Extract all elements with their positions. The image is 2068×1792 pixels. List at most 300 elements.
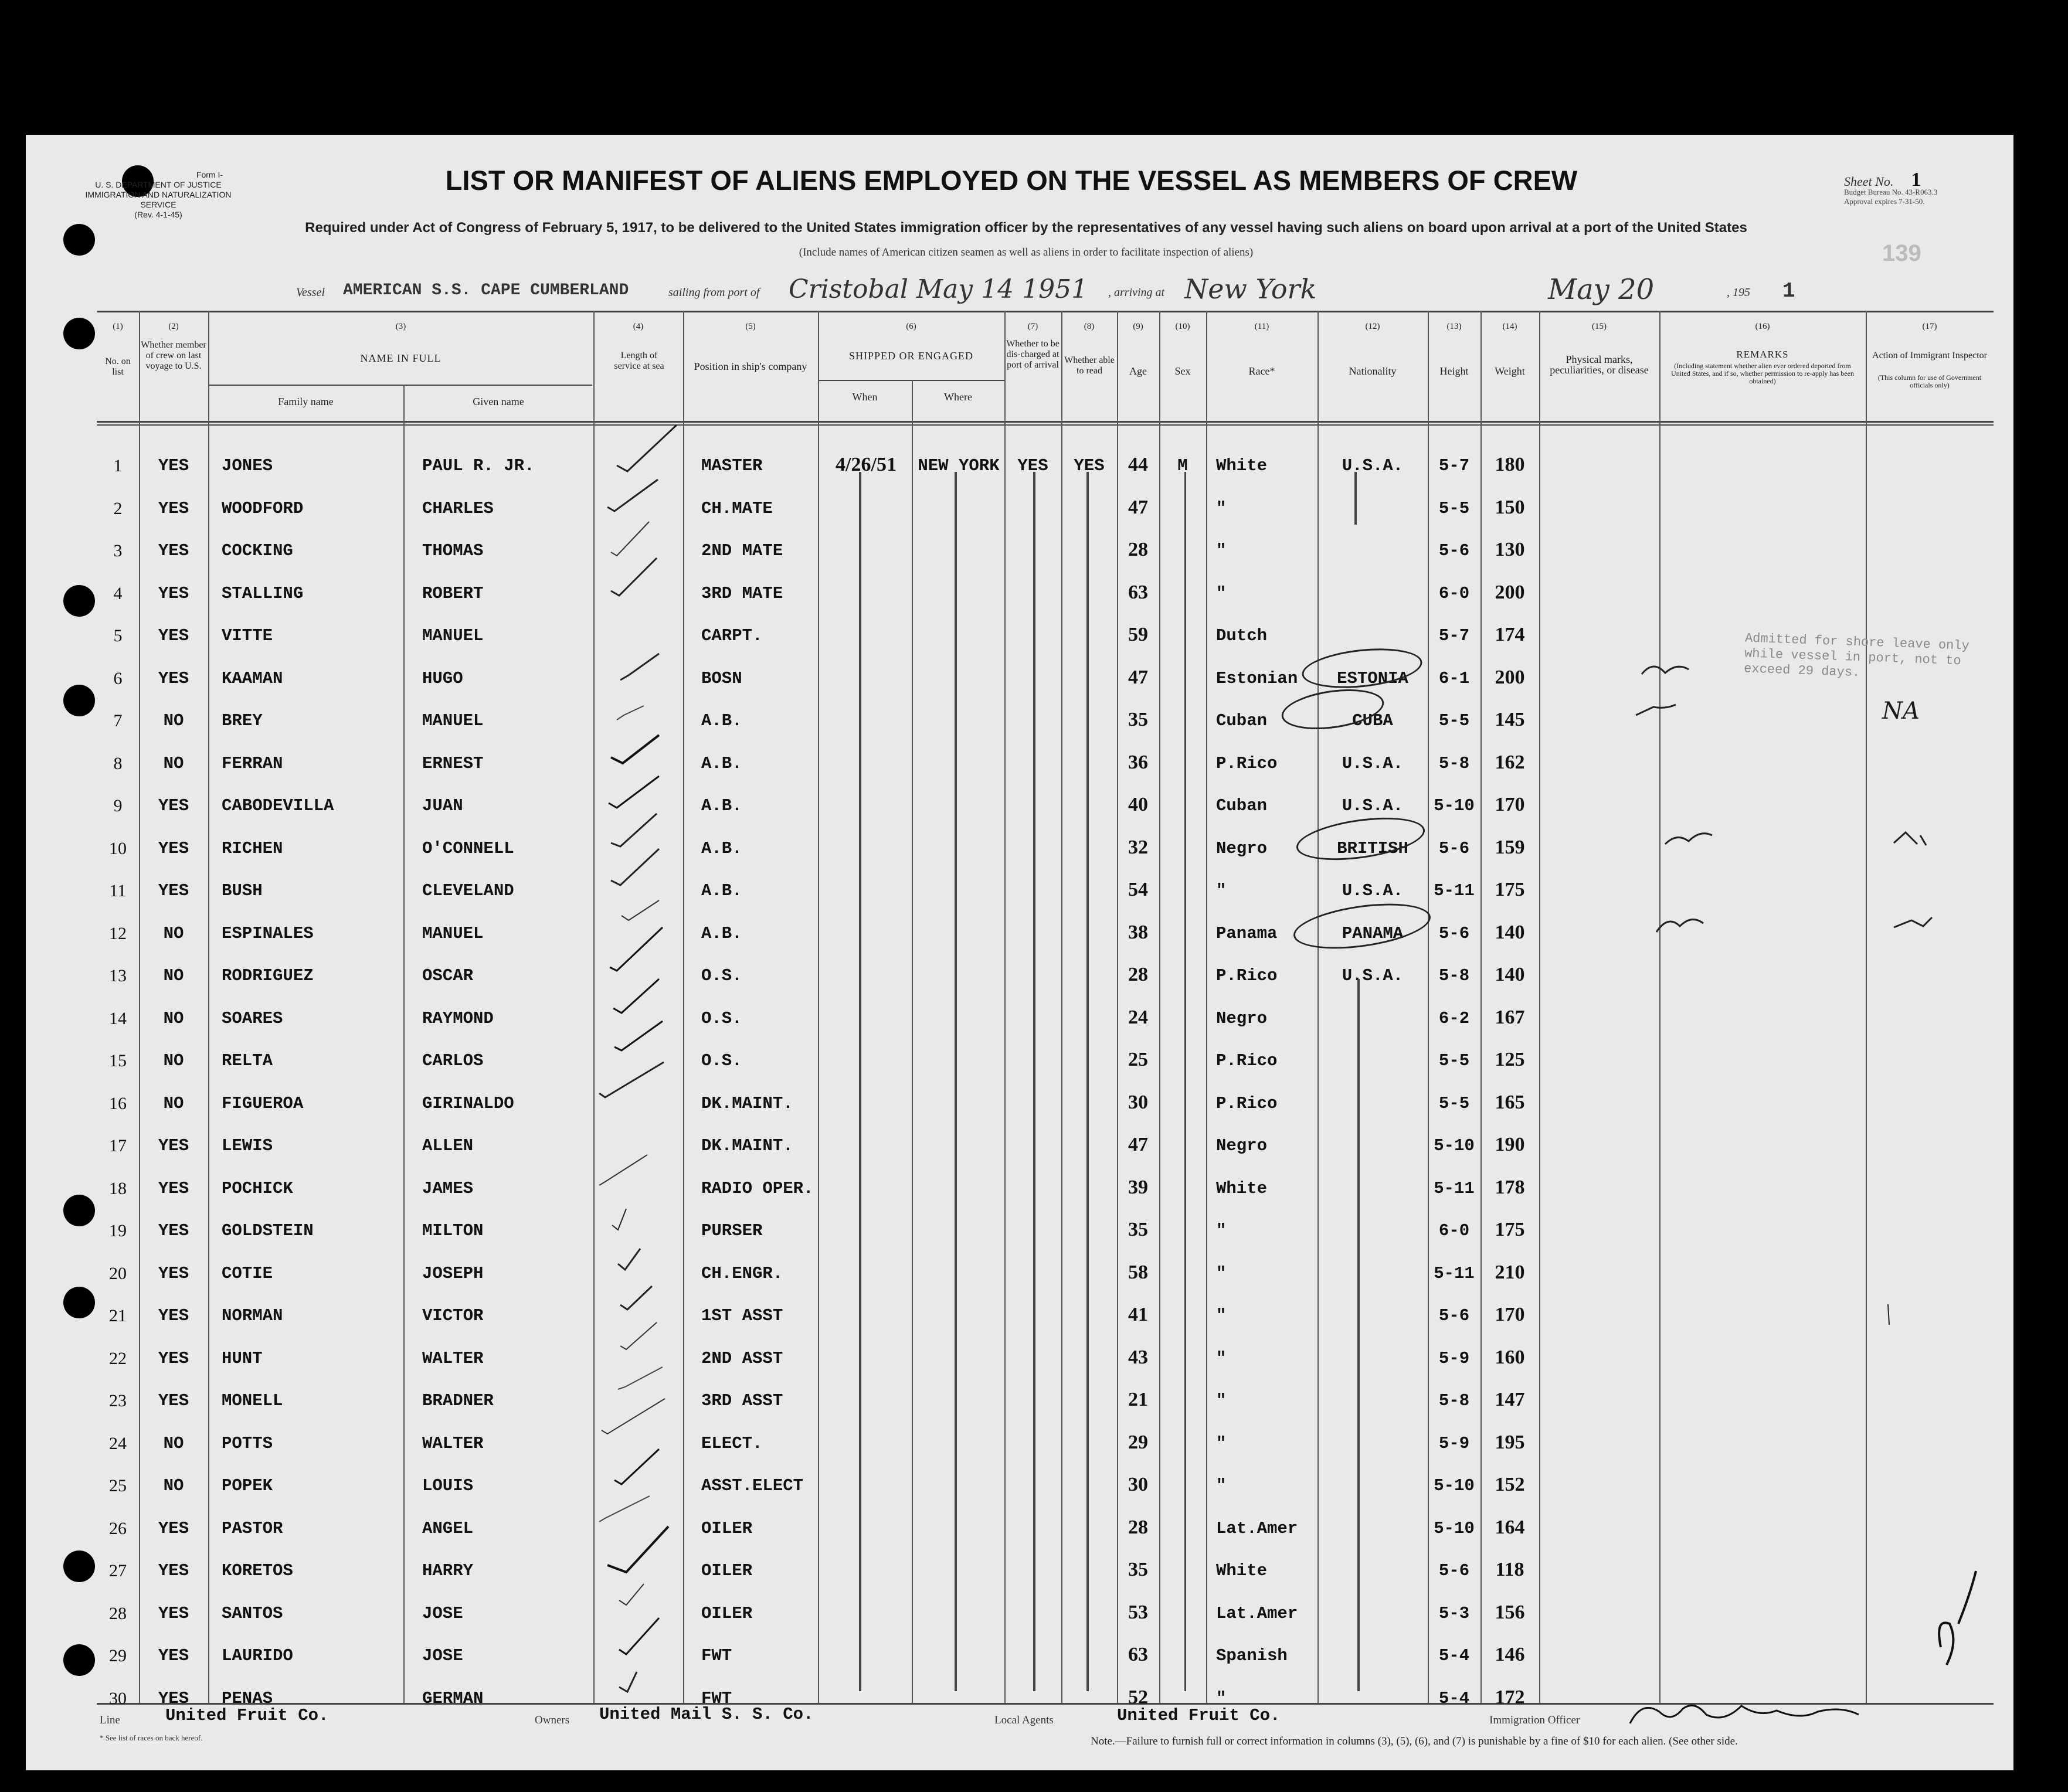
- cell-position: FWT: [701, 1646, 732, 1665]
- cell-family: VITTE: [222, 626, 273, 645]
- arrival-date: May 20: [1548, 273, 1655, 306]
- col12-number: (12): [1365, 322, 1380, 331]
- cell-no: 30: [109, 1688, 127, 1708]
- year-prefix: , 195: [1727, 286, 1750, 299]
- cell-given: GERMAN: [422, 1688, 484, 1708]
- col7-number: (7): [1027, 322, 1038, 331]
- cell-age: 63: [1128, 581, 1148, 603]
- table-top-rule: [97, 311, 1994, 312]
- cell-no: 11: [109, 881, 127, 900]
- cell-height: 5-5: [1438, 711, 1470, 730]
- cell-height: 5-6: [1438, 1561, 1470, 1580]
- cell-no: 5: [113, 626, 123, 645]
- cell-age: 30: [1128, 1474, 1148, 1495]
- cell-height: 5-10: [1434, 1476, 1475, 1495]
- cell-age: 47: [1128, 666, 1148, 688]
- cell-position: 1ST ASST: [701, 1306, 783, 1325]
- cell-age: 32: [1128, 836, 1148, 858]
- col5-header: Position in ship's company: [694, 361, 807, 372]
- line-value: United Fruit Co.: [165, 1706, 329, 1725]
- cell-race: Negro: [1216, 1008, 1268, 1028]
- col10-header: Sex: [1174, 365, 1191, 377]
- col-divider: [403, 385, 405, 1703]
- col3-number: (3): [395, 322, 406, 331]
- cell-weight: 200: [1495, 581, 1525, 603]
- cell-nationality: CUBA: [1352, 711, 1393, 730]
- cell-height: 5-8: [1438, 1391, 1470, 1410]
- col8-number: (8): [1084, 322, 1095, 331]
- punch-hole: [63, 1287, 95, 1318]
- col-divider: [1206, 311, 1207, 1703]
- cell-family: GOLDSTEIN: [222, 1221, 314, 1240]
- col4-number: (4): [633, 322, 644, 331]
- cell-position: 2ND MATE: [701, 541, 783, 560]
- cell-position: OILER: [701, 1603, 753, 1623]
- cell-age: 21: [1128, 1389, 1148, 1410]
- cell-height: 5-10: [1434, 796, 1475, 815]
- cell-position: A.B.: [701, 753, 742, 773]
- cell-height: 5-6: [1438, 838, 1470, 858]
- cell-given: JOSEPH: [422, 1263, 484, 1283]
- cell-race: ": [1216, 1263, 1227, 1283]
- officer-signature: [1624, 1694, 1870, 1735]
- cell-given: CHARLES: [422, 498, 494, 518]
- cell-family: JONES: [222, 456, 273, 475]
- cell-weight: 130: [1495, 539, 1525, 560]
- cell-family: RICHEN: [222, 838, 283, 858]
- cell-race: ": [1216, 1391, 1227, 1410]
- col6b-header: Where: [944, 391, 972, 403]
- cell-height: 5-9: [1438, 1433, 1470, 1453]
- cell-family: POPEK: [222, 1476, 273, 1495]
- sheet-label: Sheet No.: [1844, 174, 1894, 189]
- col3-header: NAME IN FULL: [360, 352, 442, 364]
- col14-header: Weight: [1495, 365, 1525, 377]
- cell-prev: NO: [163, 1476, 184, 1495]
- punch-hole: [63, 1195, 95, 1226]
- cell-weight: 159: [1495, 836, 1525, 858]
- cell-position: DK.MAINT.: [701, 1136, 793, 1155]
- inspector-mark: NA: [1882, 698, 1920, 725]
- cell-family: SANTOS: [222, 1603, 283, 1623]
- cell-position: A.B.: [701, 881, 742, 900]
- cell-weight: 174: [1495, 624, 1525, 645]
- cell-given: THOMAS: [422, 541, 484, 560]
- cell-prev: YES: [158, 1561, 189, 1580]
- cell-age: 36: [1128, 751, 1148, 773]
- cell-race: ": [1216, 1221, 1227, 1240]
- ditto-line: [1086, 472, 1089, 1691]
- cell-no: 29: [109, 1646, 127, 1665]
- cell-height: 5-11: [1434, 881, 1475, 900]
- col10-number: (10): [1175, 322, 1190, 331]
- cell-age: 40: [1128, 794, 1148, 815]
- ditto-line: [1357, 979, 1360, 1691]
- cell-no: 19: [109, 1221, 127, 1240]
- cell-weight: 195: [1495, 1431, 1525, 1453]
- cell-height: 5-11: [1434, 1263, 1475, 1283]
- punch-hole: [63, 585, 95, 617]
- cell-no: 27: [109, 1561, 127, 1580]
- cell-weight: 145: [1495, 709, 1525, 730]
- cell-weight: 125: [1495, 1049, 1525, 1070]
- cell-age: 35: [1128, 1559, 1148, 1580]
- cell-race: White: [1216, 1178, 1268, 1198]
- cell-prev: YES: [158, 1391, 189, 1410]
- cell-race: P.Rico: [1216, 1051, 1278, 1070]
- footnote: * See list of races on back hereof.: [100, 1733, 203, 1742]
- cell-position: O.S.: [701, 966, 742, 985]
- cell-age: 53: [1128, 1601, 1148, 1623]
- cell-nationality: U.S.A.: [1342, 966, 1404, 985]
- cell-no: 28: [109, 1603, 127, 1623]
- cell-no: 21: [109, 1306, 127, 1325]
- document-title: LIST OR MANIFEST OF ALIENS EMPLOYED ON THE VESSEL AS MEMBERS OF CREW: [445, 165, 1578, 196]
- cell-height: 5-7: [1438, 456, 1470, 475]
- approval-expiry: Approval expires 7-31-50.: [1844, 197, 1925, 206]
- cell-given: ROBERT: [422, 583, 484, 603]
- cell-prev: NO: [163, 1051, 184, 1070]
- col5-number: (5): [745, 322, 756, 331]
- col9-header: Age: [1129, 365, 1147, 377]
- year-digit: 1: [1782, 279, 1795, 303]
- cell-no: 12: [109, 923, 127, 943]
- page-stamp: 139: [1882, 240, 1921, 266]
- cell-height: 5-8: [1438, 753, 1470, 773]
- ditto-line: [1184, 472, 1186, 1691]
- cell-weight: 170: [1495, 794, 1525, 815]
- col17-subheader: (This column for use of Government officials only): [1877, 373, 1982, 389]
- cell-weight: 156: [1495, 1601, 1525, 1623]
- punch-hole: [63, 1550, 95, 1582]
- cell-no: 16: [109, 1093, 127, 1113]
- cell-given: CLEVELAND: [422, 881, 514, 900]
- cell-no: 14: [109, 1008, 127, 1028]
- cell-race: ": [1216, 1348, 1227, 1368]
- ditto-line: [1033, 472, 1035, 1691]
- cell-height: 5-4: [1438, 1688, 1470, 1708]
- col-divider: [139, 311, 140, 1703]
- cell-prev: NO: [163, 1093, 184, 1113]
- line-label: Line: [100, 1714, 120, 1726]
- cell-no: 15: [109, 1051, 127, 1070]
- cell-race: Dutch: [1216, 626, 1268, 645]
- col15-number: (15): [1592, 322, 1607, 331]
- service: IMMIGRATION AND NATURALIZATION SERVICE: [85, 190, 232, 209]
- cell-family: STALLING: [222, 583, 304, 603]
- ditto-line: [859, 472, 861, 1691]
- cell-age: 28: [1128, 1516, 1148, 1538]
- cell-race: P.Rico: [1216, 753, 1278, 773]
- vessel-name: AMERICAN S.S. CAPE CUMBERLAND: [343, 281, 629, 300]
- col4-header: Length of service at sea: [614, 351, 664, 371]
- col1-header: No. on list: [105, 356, 131, 377]
- cell-age: 29: [1128, 1431, 1148, 1453]
- cell-weight: 210: [1495, 1261, 1525, 1283]
- cell-height: 6-2: [1438, 1008, 1470, 1028]
- col-divider: [1539, 311, 1540, 1703]
- col-divider: [912, 380, 913, 1703]
- cell-position: FWT: [701, 1688, 732, 1708]
- cell-prev: YES: [158, 626, 189, 645]
- cell-given: VICTOR: [422, 1306, 484, 1325]
- cell-when: 4/26/51: [836, 454, 897, 475]
- cell-position: 3RD MATE: [701, 583, 783, 603]
- cell-position: CARPT.: [701, 626, 763, 645]
- voyage-line: [0, 273, 2068, 311]
- owners-value: United Mail S. S. Co.: [599, 1705, 814, 1724]
- cell-age: 35: [1128, 709, 1148, 730]
- cell-prev: YES: [158, 1136, 189, 1155]
- col14-number: (14): [1502, 322, 1517, 331]
- cell-height: 5-8: [1438, 966, 1470, 985]
- cell-read: YES: [1074, 456, 1105, 475]
- cell-family: POTTS: [222, 1433, 273, 1453]
- cell-given: JOSE: [422, 1603, 463, 1623]
- col-divider: [1061, 311, 1062, 1703]
- cell-nationality: ESTONIA: [1337, 668, 1408, 688]
- cell-position: ASST.ELECT: [701, 1476, 804, 1495]
- cell-no: 25: [109, 1476, 127, 1495]
- col13-number: (13): [1446, 322, 1462, 331]
- cell-weight: 140: [1495, 921, 1525, 943]
- cell-given: MANUEL: [422, 923, 484, 943]
- cell-given: PAUL R. JR.: [422, 456, 535, 475]
- cell-race: White: [1216, 456, 1268, 475]
- cell-position: MASTER: [701, 456, 763, 475]
- cell-family: LEWIS: [222, 1136, 273, 1155]
- cell-age: 52: [1128, 1686, 1148, 1708]
- cell-position: ELECT.: [701, 1433, 763, 1453]
- cell-weight: 118: [1495, 1559, 1524, 1580]
- cell-position: CH.MATE: [701, 498, 773, 518]
- cell-given: LOUIS: [422, 1476, 474, 1495]
- cell-prev: YES: [158, 583, 189, 603]
- cell-prev: YES: [158, 1178, 189, 1198]
- punch-hole: [63, 1644, 95, 1676]
- cell-given: ERNEST: [422, 753, 484, 773]
- cell-where: NEW YORK: [918, 456, 1000, 475]
- cell-height: 5-6: [1438, 1306, 1470, 1325]
- cell-prev: YES: [158, 456, 189, 475]
- cell-prev: YES: [158, 1603, 189, 1623]
- cell-age: 44: [1128, 454, 1148, 475]
- cell-race: ": [1216, 1476, 1227, 1495]
- col11-header: Race*: [1248, 365, 1275, 377]
- cell-family: HUNT: [222, 1348, 263, 1368]
- cell-age: 25: [1128, 1049, 1148, 1070]
- cell-position: OILER: [701, 1518, 753, 1538]
- budget-number: Budget Bureau No. 43-R063.3: [1844, 188, 1938, 196]
- owners-label: Owners: [535, 1714, 570, 1726]
- cell-position: BOSN: [701, 668, 742, 688]
- cell-family: BREY: [222, 711, 263, 730]
- penalty-note: Note.—Failure to furnish full or correct information in columns (3), (5), (6), and (7) is punishable by a fine of $10 for each alien. (See other side.: [1091, 1735, 1738, 1747]
- cell-given: ANGEL: [422, 1518, 474, 1538]
- cell-family: PENAS: [222, 1688, 273, 1708]
- vessel-label: Vessel: [296, 286, 325, 299]
- cell-position: OILER: [701, 1561, 753, 1580]
- arriving-label: , arriving at: [1108, 286, 1165, 299]
- cell-family: BUSH: [222, 881, 263, 900]
- col16-subheader: (Including statement whether alien ever ordered deported from United States, and if so, whether permission to re-apply has been obtained): [1671, 362, 1854, 385]
- cell-no: 23: [109, 1391, 127, 1410]
- cell-no: 2: [113, 498, 123, 518]
- col-divider: [683, 311, 684, 1703]
- cell-age: 47: [1128, 1134, 1148, 1155]
- cell-given: HARRY: [422, 1561, 474, 1580]
- cell-weight: 170: [1495, 1304, 1525, 1325]
- cell-family: COTIE: [222, 1263, 273, 1283]
- ditto-line: [1354, 472, 1357, 525]
- department: U. S. DEPARTMENT OF JUSTICE: [95, 180, 222, 189]
- cell-weight: 140: [1495, 964, 1525, 985]
- cell-age: 35: [1128, 1219, 1148, 1240]
- cell-family: SOARES: [222, 1008, 283, 1028]
- cell-family: RELTA: [222, 1051, 273, 1070]
- cell-given: JAMES: [422, 1178, 474, 1198]
- col3b-header: Given name: [473, 396, 524, 407]
- cell-prev: NO: [163, 1008, 184, 1028]
- cell-race: Lat.Amer: [1216, 1518, 1298, 1538]
- cell-family: PASTOR: [222, 1518, 283, 1538]
- cell-weight: 147: [1495, 1389, 1525, 1410]
- cell-position: O.S.: [701, 1008, 742, 1028]
- cell-weight: 150: [1495, 496, 1525, 518]
- cell-race: Panama: [1216, 923, 1278, 943]
- punch-hole: [63, 318, 95, 349]
- cell-nationality: U.S.A.: [1342, 881, 1404, 900]
- revision: (Rev. 4-1-45): [134, 210, 182, 219]
- cell-given: HUGO: [422, 668, 463, 688]
- remarks-stamp: Admitted for shore leave only while vessel in port, not to exceed 29 days.: [1743, 631, 1970, 681]
- cell-prev: YES: [158, 541, 189, 560]
- cell-race: ": [1216, 583, 1227, 603]
- cell-given: CARLOS: [422, 1051, 484, 1070]
- cell-given: WALTER: [422, 1348, 484, 1368]
- subheader-rule-name: [208, 385, 592, 386]
- cell-position: DK.MAINT.: [701, 1093, 793, 1113]
- cell-nationality: U.S.A.: [1342, 456, 1404, 475]
- header-bottom-rule: [97, 421, 1994, 423]
- cell-race: P.Rico: [1216, 966, 1278, 985]
- cell-race: ": [1216, 1688, 1227, 1708]
- cell-no: 26: [109, 1518, 127, 1538]
- cell-given: BRADNER: [422, 1391, 494, 1410]
- cell-family: MONELL: [222, 1391, 283, 1410]
- remarks-scribbles: [1630, 657, 1982, 1712]
- cell-no: 7: [113, 711, 123, 730]
- cell-prev: YES: [158, 1263, 189, 1283]
- cell-height: 5-9: [1438, 1348, 1470, 1368]
- col6-number: (6): [906, 322, 916, 331]
- cell-no: 13: [109, 966, 127, 985]
- cell-no: 8: [113, 753, 123, 773]
- cell-prev: YES: [158, 668, 189, 688]
- col13-header: Height: [1439, 365, 1469, 377]
- cell-no: 18: [109, 1178, 127, 1198]
- cell-weight: 164: [1495, 1516, 1525, 1538]
- agents-value: United Fruit Co.: [1117, 1706, 1281, 1725]
- cell-weight: 167: [1495, 1006, 1525, 1028]
- cell-race: White: [1216, 1561, 1268, 1580]
- cell-race: Estonian: [1216, 668, 1298, 688]
- cell-race: ": [1216, 541, 1227, 560]
- col8-header: Whether able to read: [1064, 355, 1115, 376]
- cell-position: A.B.: [701, 711, 742, 730]
- cell-age: 30: [1128, 1091, 1148, 1113]
- cell-weight: 180: [1495, 454, 1525, 475]
- cell-prev: YES: [158, 1688, 189, 1708]
- col16-number: (16): [1755, 322, 1770, 331]
- cell-position: PURSER: [701, 1221, 763, 1240]
- cell-prev: NO: [163, 711, 184, 730]
- cell-no: 22: [109, 1348, 127, 1368]
- cell-age: 24: [1128, 1006, 1148, 1028]
- cell-prev: YES: [158, 1348, 189, 1368]
- cell-weight: 175: [1495, 879, 1525, 900]
- cell-prev: YES: [158, 796, 189, 815]
- cell-family: CABODEVILLA: [222, 796, 334, 815]
- cell-no: 9: [113, 796, 123, 815]
- cell-position: A.B.: [701, 796, 742, 815]
- cell-age: 47: [1128, 496, 1148, 518]
- sheet-value: 1: [1911, 169, 1921, 191]
- cell-family: KORETOS: [222, 1561, 293, 1580]
- cell-given: MANUEL: [422, 711, 484, 730]
- cell-weight: 165: [1495, 1091, 1525, 1113]
- cell-race: Cuban: [1216, 711, 1268, 730]
- cell-given: OSCAR: [422, 966, 474, 985]
- col17-number: (17): [1922, 322, 1937, 331]
- cell-age: 39: [1128, 1176, 1148, 1198]
- cell-height: 5-7: [1438, 626, 1470, 645]
- cell-prev: YES: [158, 881, 189, 900]
- cell-no: 3: [113, 541, 123, 560]
- cell-race: Lat.Amer: [1216, 1603, 1298, 1623]
- col3a-header: Family name: [278, 396, 334, 407]
- cell-weight: 190: [1495, 1134, 1525, 1155]
- cell-no: 10: [109, 838, 127, 858]
- cell-prev: YES: [158, 1221, 189, 1240]
- cell-family: ESPINALES: [222, 923, 314, 943]
- cell-given: O'CONNELL: [422, 838, 514, 858]
- col9-number: (9): [1133, 322, 1143, 331]
- cell-race: Spanish: [1216, 1646, 1288, 1665]
- sailing-port: Cristobal May 14 1951: [789, 274, 1088, 304]
- cell-given: GIRINALDO: [422, 1093, 514, 1113]
- ditto-line: [955, 472, 957, 1691]
- sailing-label: sailing from port of: [668, 286, 760, 299]
- cell-race: Negro: [1216, 838, 1268, 858]
- cell-position: 3RD ASST: [701, 1391, 783, 1410]
- col6-header: SHIPPED OR ENGAGED: [848, 350, 973, 362]
- header-bottom-rule-2: [97, 424, 1994, 426]
- cell-weight: 146: [1495, 1644, 1525, 1665]
- cell-age: 28: [1128, 964, 1148, 985]
- cell-height: 5-6: [1438, 541, 1470, 560]
- cell-given: MANUEL: [422, 626, 484, 645]
- cell-height: 5-10: [1434, 1136, 1475, 1155]
- cell-height: 6-0: [1438, 583, 1470, 603]
- cell-no: 20: [109, 1263, 127, 1283]
- cell-age: 41: [1128, 1304, 1148, 1325]
- arrival-port: New York: [1184, 273, 1317, 305]
- col11-number: (11): [1254, 322, 1269, 331]
- cell-weight: 200: [1495, 666, 1525, 688]
- officer-label: Immigration Officer: [1489, 1714, 1580, 1726]
- cell-height: 5-6: [1438, 923, 1470, 943]
